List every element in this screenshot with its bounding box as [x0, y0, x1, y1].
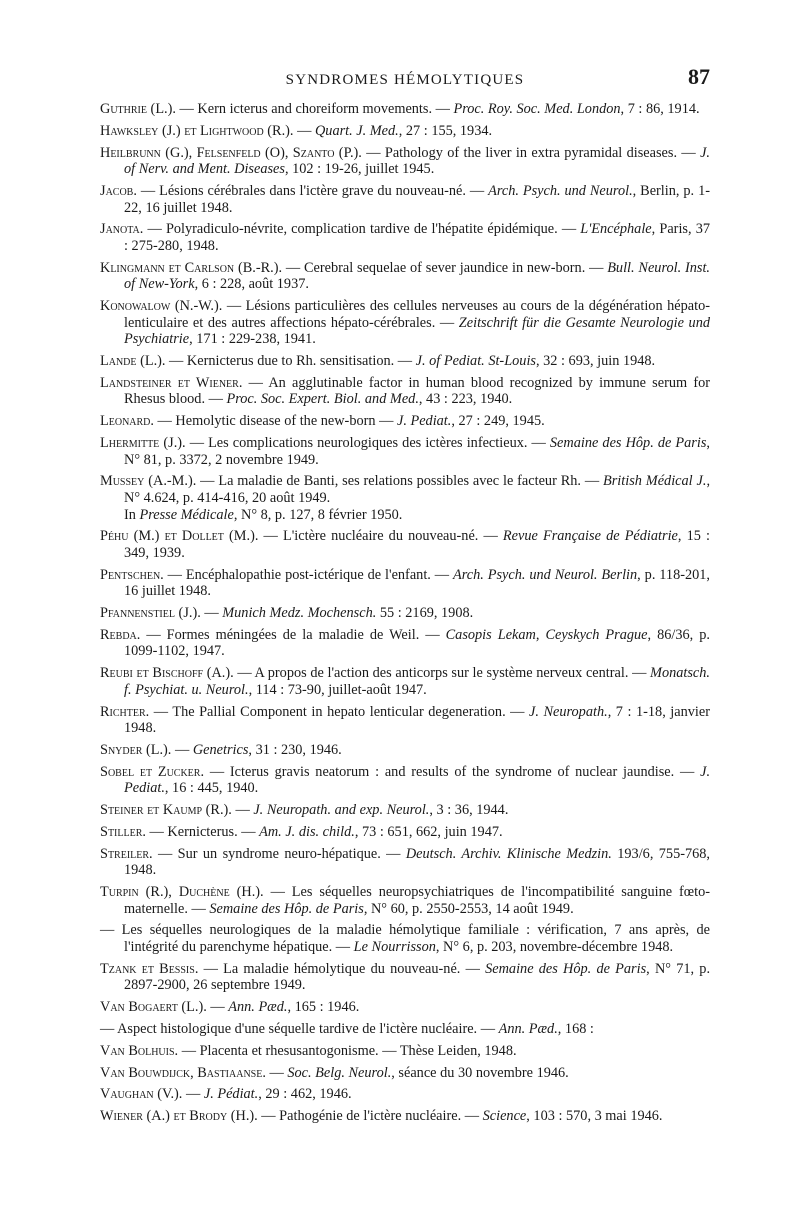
reference-text: —: [206, 999, 229, 1016]
reference-entry: [100, 1065, 710, 1082]
reference-entry: [100, 1043, 710, 1060]
reference-tail: , 16 : 445, 1940.: [164, 780, 259, 797]
reference-entry: [100, 413, 710, 430]
reference-tail: , N° 4.624, p. 414-416, 20 août 1949.: [124, 473, 711, 506]
reference-tail: , 29 : 462, 1946.: [258, 1086, 352, 1103]
reference-tail: , 86/36, p. 1099-1102, 1947.: [124, 626, 710, 660]
reference-entry: [100, 764, 710, 797]
reference-text: — A propos de l'action des anticorps sur le système nerveux central. —: [233, 665, 651, 682]
reference-text: — La maladie hémolytique du nouveau-né. —: [198, 960, 486, 977]
reference-entry: [100, 802, 710, 819]
reference-author: Lande (L.).: [100, 353, 166, 370]
reference-text: — La maladie de Banti, ses relations possibles avec le facteur Rh. —: [196, 473, 603, 490]
reference-entry: [100, 1021, 710, 1038]
reference-author: Steiner et Kaump (R.).: [100, 802, 232, 819]
reference-entry: [100, 567, 710, 600]
reference-entry: [100, 704, 710, 737]
reference-continuation: [124, 507, 710, 524]
reference-entry: [100, 1086, 710, 1103]
reference-journal: Ann. Pæd.: [228, 999, 288, 1016]
reference-text: — Aspect histologique d'une séquelle tardive de l'ictère nucléaire. —: [100, 1020, 499, 1037]
reference-author: Stiller.: [100, 823, 146, 840]
reference-entry: [100, 846, 710, 879]
reference-text: — An agglutinable factor in human blood recognized by immune serum for Rhesus blood. —: [124, 374, 710, 408]
reference-continuation-part: In: [124, 506, 140, 523]
reference-author: Pentschen.: [100, 566, 164, 583]
reference-tail: , 31 : 230, 1946.: [248, 741, 342, 758]
reference-text: — The Pallial Component in hepato lenticular degeneration. —: [149, 703, 530, 720]
reference-text: — Les complications neurologiques des ictères infectieux. —: [185, 434, 550, 451]
reference-tail: , Berlin, p. 1-22, 16 juillet 1948.: [124, 182, 710, 216]
reference-tail: , Paris, 37 : 275-280, 1948.: [124, 221, 710, 254]
reference-author: Vaughan (V.).: [100, 1086, 183, 1103]
reference-tail: , séance du 30 novembre 1946.: [391, 1064, 569, 1081]
page-header: [100, 64, 710, 92]
reference-journal: Genetrics: [192, 741, 249, 758]
reference-journal: Zeitschrift für die Gesamte Neurologie und Psychiatrie: [124, 314, 710, 348]
reference-text: — Kernicterus due to Rh. sensitisation. —: [165, 353, 416, 370]
reference-tail: , 165 : 1946.: [287, 999, 360, 1016]
reference-entry: [100, 665, 710, 698]
reference-author: Snyder (L.).: [100, 741, 172, 758]
running-title: SYNDROMES HÉMOLYTIQUES: [285, 72, 525, 88]
reference-journal: Munich Medz. Mochensch.: [222, 605, 377, 622]
reference-journal: Soc. Belg. Neurol.: [287, 1064, 392, 1081]
reference-entry: [100, 884, 710, 917]
reference-author: Konowalow (N.-W.).: [100, 298, 223, 315]
reference-author: Van Bouwdijck, Bastiaanse.: [100, 1064, 266, 1081]
reference-tail: , 6 : 228, août 1937.: [194, 276, 309, 293]
reference-author: Guthrie (L.).: [100, 101, 176, 117]
reference-tail: , 27 : 249, 1945.: [451, 413, 545, 430]
reference-journal: J. of Pediat. St-Louis: [415, 353, 536, 370]
reference-entry: [100, 353, 710, 370]
page-number: 87: [688, 64, 710, 89]
reference-text: — Les séquelles neurologiques de la maladie hémolytique familiale : vérification, 7 ans après, de l'intégrité du parenchyme hépatique. —: [100, 922, 710, 956]
reference-tail: , N° 71, p. 2897-2900, 26 septembre 1949.: [124, 960, 711, 994]
reference-text: — Polyradiculo-névrite, complication tardive de l'hépatite épidémique. —: [143, 221, 581, 238]
reference-text: — L'ictère nucléaire du nouveau-né. —: [258, 528, 503, 545]
reference-tail: , 3 : 36, 1944.: [429, 802, 509, 819]
reference-journal: British Médical J.: [603, 473, 707, 490]
reference-continuation-part: Presse Médicale: [139, 506, 234, 523]
reference-author: Streiler.: [100, 845, 153, 862]
reference-author: Jacob.: [100, 182, 137, 199]
reference-author: Péhu (M.) et Dollet (M.).: [100, 528, 259, 545]
reference-author: Heilbrunn (G.), Felsenfeld (O), Szanto (P.).: [100, 144, 362, 161]
reference-text: — Pathology of the liver in extra pyramidal diseases. —: [361, 144, 701, 161]
reference-list: [100, 101, 710, 1130]
reference-tail: 193/6, 755-768, 1948.: [124, 845, 710, 879]
reference-tail: , 7 : 1-18, janvier 1948.: [124, 703, 711, 737]
reference-entry: [100, 145, 710, 178]
reference-tail: , 114 : 73-90, juillet-août 1947.: [248, 681, 427, 698]
reference-tail: , N° 6, p. 203, novembre-décembre 1948.: [435, 939, 674, 956]
reference-entry: [100, 824, 710, 841]
reference-text: —: [171, 741, 193, 758]
reference-journal: J. Neuropath. and exp. Neurol.: [253, 802, 430, 819]
reference-text: — Lésions particulières des cellules nerveuses au cours de la dégénération hépato-lenticulaire et des autres affections hépato-cérébrales. —: [124, 298, 710, 331]
reference-text: — Encéphalopathie post-ictérique de l'enfant. —: [163, 566, 453, 583]
reference-entry: [100, 999, 710, 1016]
reference-text: — Kernicterus. —: [145, 823, 260, 840]
reference-text: —: [200, 605, 223, 622]
reference-journal: J. of Nerv. and Ment. Diseases: [124, 144, 710, 178]
reference-text: — Les séquelles neuropsychiatriques de l'incompatibilité sanguine fœto-maternelle. —: [124, 884, 710, 917]
reference-tail: 55 : 2169, 1908.: [376, 605, 474, 622]
reference-text: —: [265, 1064, 288, 1081]
reference-tail: , p. 118-201, 16 juillet 1948.: [124, 566, 711, 600]
reference-entry: [100, 183, 710, 216]
reference-text: — Placenta et rhesusantogonisme. — Thèse Leiden, 1948.: [178, 1042, 517, 1059]
reference-entry: [100, 922, 710, 955]
reference-journal: Quart. J. Med.: [314, 122, 399, 139]
reference-text: — Lésions cérébrales dans l'ictère grave du nouveau-né. —: [136, 182, 489, 199]
reference-text: — Icterus gravis neatorum : and results of the syndrome of nuclear jaundise. —: [204, 763, 701, 780]
reference-text: — Sur un syndrome neuro-hépatique. —: [152, 845, 406, 862]
reference-author: Van Bogaert (L.).: [100, 999, 207, 1016]
reference-journal: L'Encéphale: [580, 221, 652, 238]
reference-tail: , 7 : 86, 1914.: [620, 101, 700, 117]
reference-journal: Casopis Lekam, Ceyskych Prague: [445, 626, 648, 643]
reference-author: Landsteiner et Wiener.: [100, 374, 243, 391]
reference-journal: J. Pediat.: [124, 763, 711, 797]
reference-journal: Arch. Psych. und Neurol.: [488, 182, 633, 199]
reference-continuation-part: , N° 8, p. 127, 8 février 1950.: [233, 506, 403, 523]
reference-author: Tzank et Bessis.: [100, 960, 199, 977]
reference-tail: , 32 : 693, juin 1948.: [535, 353, 656, 370]
reference-tail: , N° 81, p. 3372, 2 novembre 1949.: [124, 434, 710, 468]
reference-journal: Le Nourrisson: [353, 939, 436, 956]
reference-tail: , 171 : 229-238, 1941.: [189, 331, 316, 348]
reference-entry: [100, 473, 710, 523]
reference-text: — Kern icterus and choreiform movements. —: [175, 101, 454, 117]
reference-author: Richter.: [100, 703, 150, 720]
reference-author: Hawksley (J.) et Lightwood (R.).: [100, 122, 294, 139]
reference-author: Mussey (A.-M.).: [100, 473, 197, 490]
reference-author: Rebda.: [100, 626, 141, 643]
reference-journal: Semaine des Hôp. de Paris: [485, 960, 647, 977]
reference-tail: , 27 : 155, 1934.: [398, 122, 493, 139]
reference-author: Reubi et Bischoff (A.).: [100, 665, 234, 682]
reference-author: Janota.: [100, 221, 144, 238]
reference-entry: [100, 260, 710, 293]
reference-entry: [100, 1108, 710, 1125]
reference-journal: Bull. Neurol. Inst. of New-York: [124, 259, 711, 293]
reference-author: Leonard.: [100, 413, 154, 430]
reference-tail: , 15 : 349, 1939.: [124, 528, 711, 561]
reference-journal: Revue Française de Pédiatrie: [502, 528, 678, 545]
reference-journal: Am. J. dis. child.: [259, 823, 355, 840]
reference-entry: [100, 605, 710, 622]
reference-text: — Pathogénie de l'ictère nucléaire. —: [257, 1108, 483, 1125]
reference-journal: J. Pédiat.: [203, 1086, 259, 1103]
reference-journal: Ann. Pæd.: [498, 1020, 558, 1037]
reference-entry: [100, 375, 710, 408]
reference-text: — Formes méningées de la maladie de Weil. —: [140, 626, 446, 643]
reference-entry: [100, 435, 710, 468]
reference-tail: , 73 : 651, 662, juin 1947.: [354, 823, 503, 840]
reference-journal: Science: [482, 1108, 527, 1125]
reference-author: Lhermitte (J.).: [100, 434, 186, 451]
reference-author: Wiener (A.) et Brody (H.).: [100, 1108, 258, 1125]
reference-text: — Cerebral sequelae of sever jaundice in new-born. —: [282, 259, 608, 276]
reference-entry: [100, 101, 710, 118]
reference-journal: Deutsch. Archiv. Klinische Medzin.: [405, 845, 612, 862]
reference-tail: , 103 : 570, 3 mai 1946.: [526, 1108, 663, 1125]
reference-tail: , N° 60, p. 2550-2553, 14 août 1949.: [363, 900, 574, 917]
reference-entry: [100, 123, 710, 140]
reference-tail: , 168 :: [557, 1020, 594, 1037]
reference-entry: [100, 221, 710, 254]
reference-journal: Arch. Psych. und Neurol. Berlin: [453, 566, 638, 583]
reference-text: —: [182, 1086, 204, 1103]
reference-text: — Hemolytic disease of the new-born —: [153, 413, 397, 430]
reference-journal: Proc. Roy. Soc. Med. London: [453, 101, 621, 117]
reference-author: Pfannenstiel (J.).: [100, 605, 201, 622]
reference-journal: Proc. Soc. Expert. Biol. and Med.: [226, 391, 419, 408]
reference-text: —: [231, 802, 254, 819]
reference-journal: Semaine des Hôp. de Paris: [549, 434, 707, 451]
reference-author: Klingmann et Carlson (B.-R.).: [100, 259, 283, 276]
reference-tail: , 102 : 19-26, juillet 1945.: [284, 161, 435, 178]
reference-entry: [100, 528, 710, 561]
reference-tail: , 43 : 223, 1940.: [418, 391, 513, 408]
reference-author: Van Bolhuis.: [100, 1042, 179, 1059]
reference-text: —: [293, 122, 315, 139]
reference-entry: [100, 627, 710, 660]
reference-author: Sobel et Zucker.: [100, 763, 205, 780]
reference-entry: [100, 961, 710, 994]
reference-journal: Monatsch. f. Psychiat. u. Neurol.: [124, 665, 710, 698]
reference-entry: [100, 298, 710, 348]
reference-journal: J. Pediat.: [396, 413, 452, 430]
reference-entry: [100, 742, 710, 759]
reference-journal: Semaine des Hôp. de Paris: [209, 900, 364, 917]
reference-author: Turpin (R.), Duchène (H.).: [100, 884, 264, 901]
reference-journal: J. Neuropath.: [529, 703, 608, 720]
